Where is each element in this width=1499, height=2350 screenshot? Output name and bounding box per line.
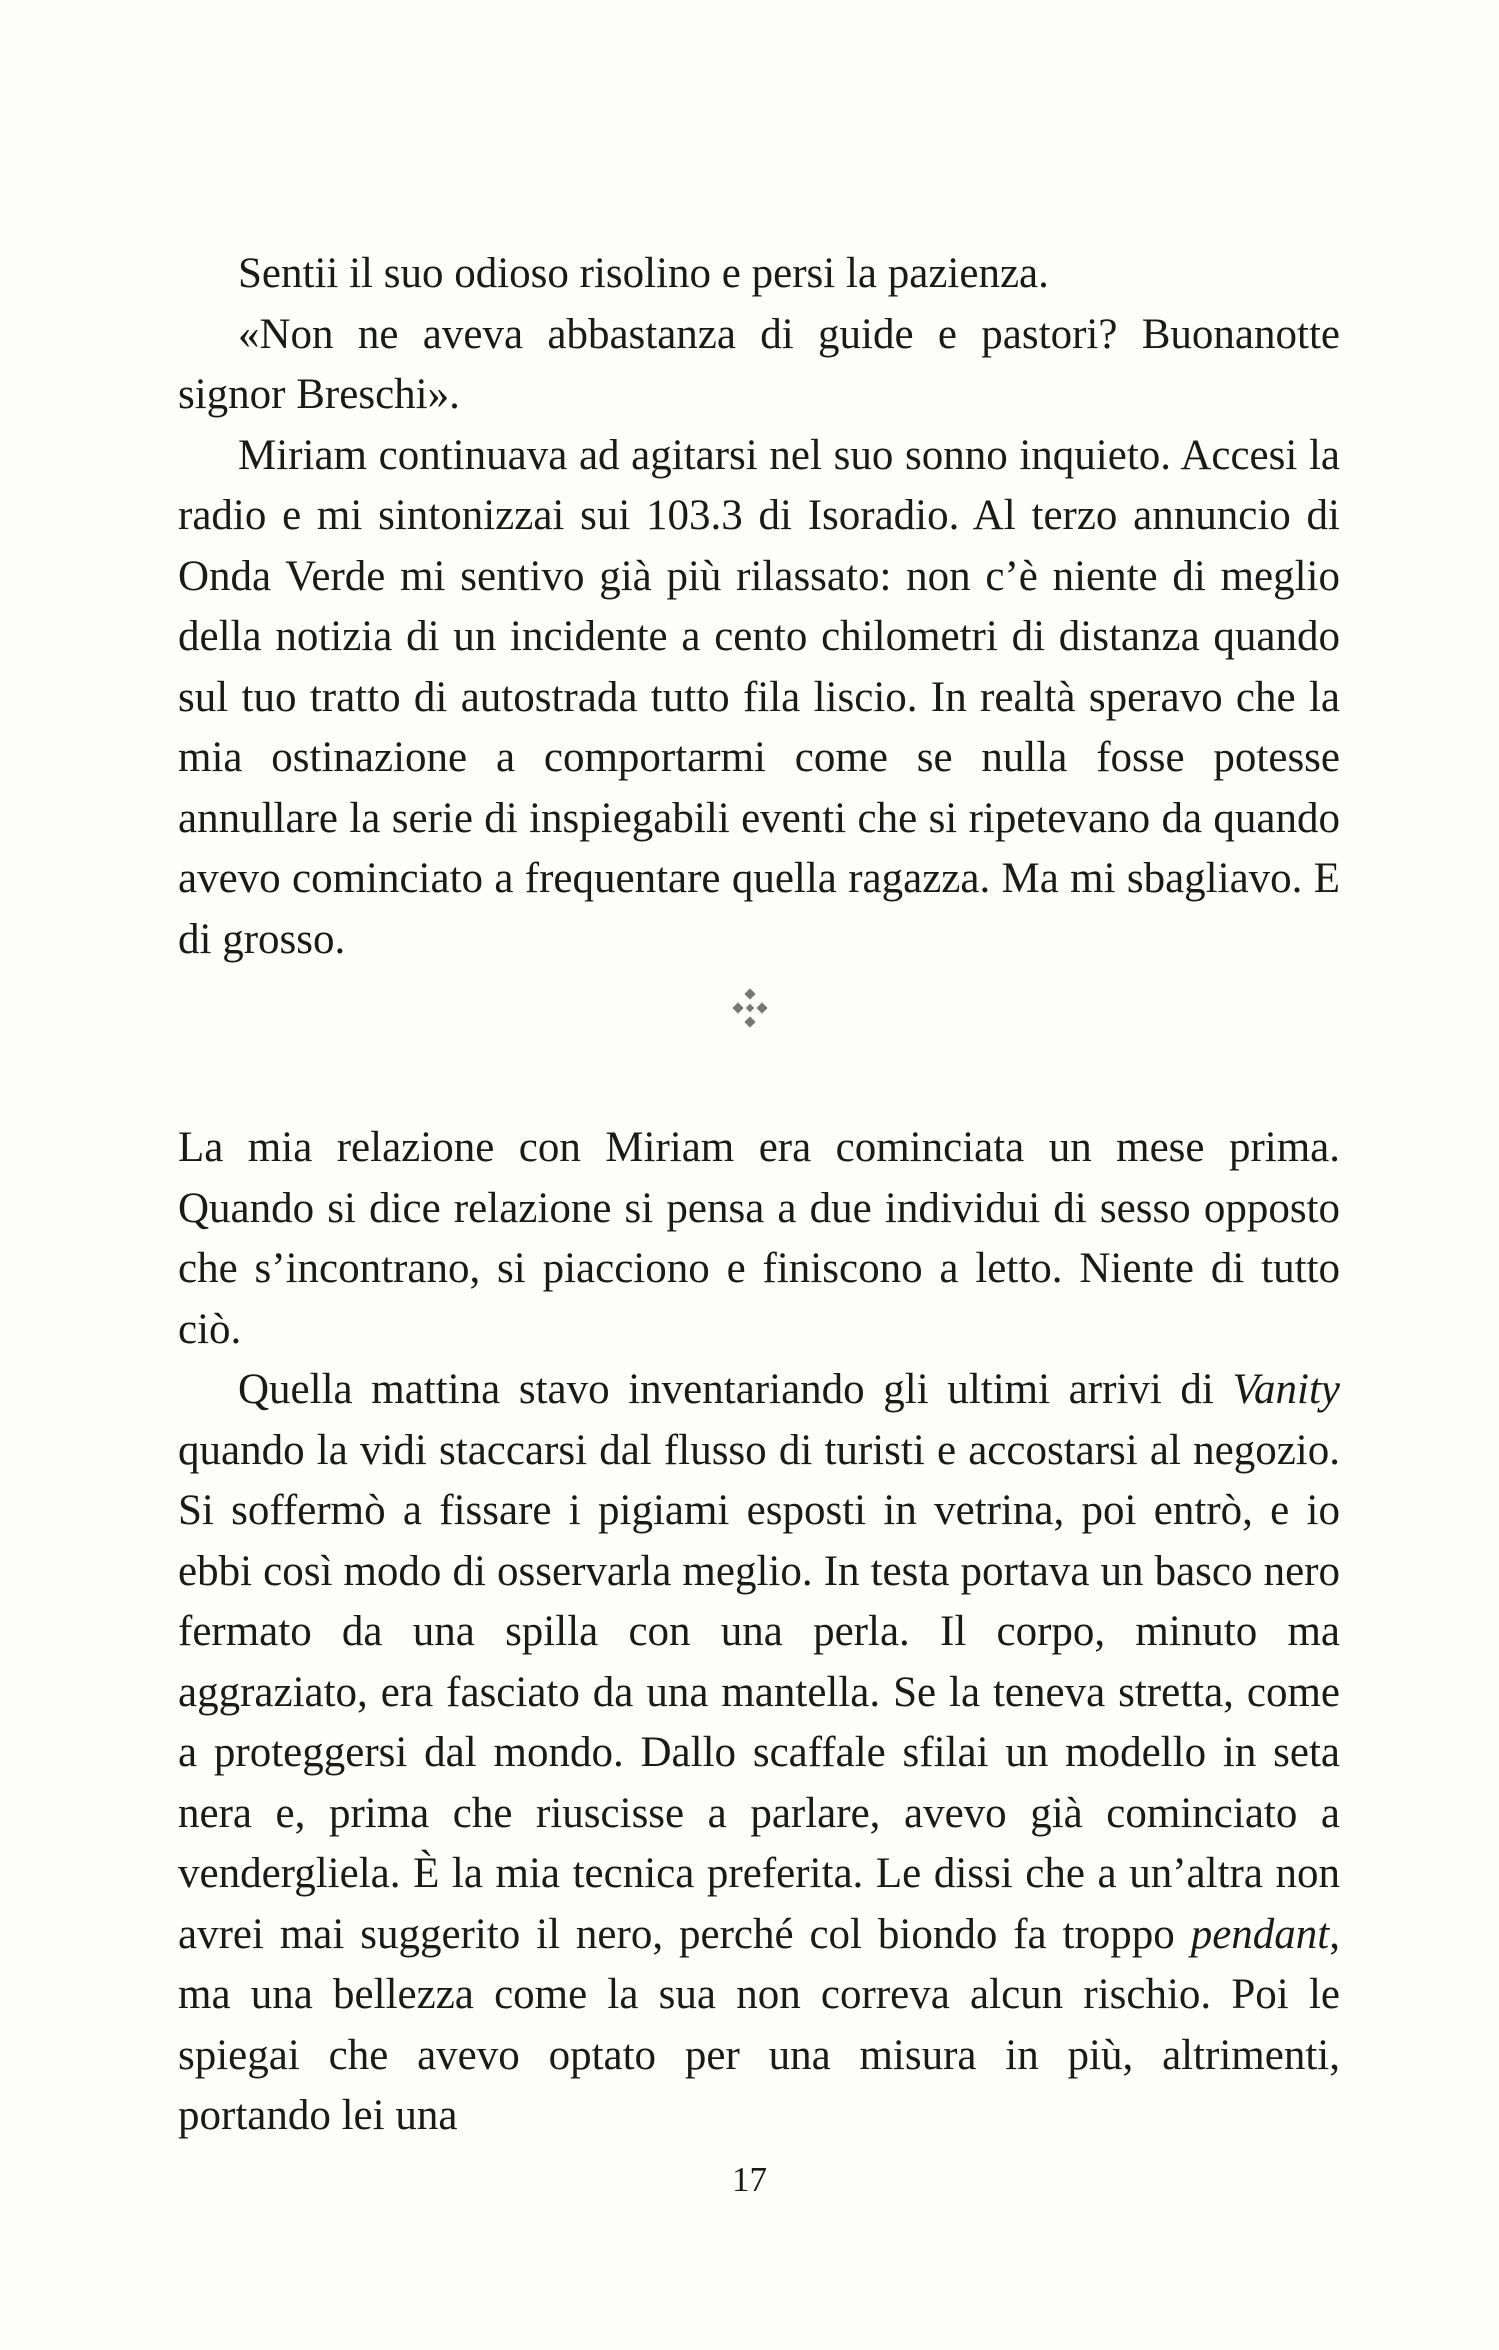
paragraph: Sentii il suo odioso risolino e persi la pazienza. (238, 250, 1049, 297)
paragraph: La mia relazione con Miriam era cominciata un mese prima. Quando si dice relazione si pensa a due individui di sesso opposto che s’incontrano, si piacciono e finiscono a letto. Niente di tutto ciò. (178, 1124, 1340, 1353)
text-run: Quella mattina stavo inventariando gli ultimi arrivi di (238, 1366, 1233, 1413)
text-run: , ma una bellezza come la sua non correva alcun rischio. Poi le spiegai che avevo optato per una misura in più, altrimenti, portando lei una (178, 1910, 1340, 2139)
text-run: quando la vidi staccarsi dal flusso di turisti e accostarsi al negozio. Si soffermò a fissare i pigiami esposti in vetrina, poi entrò, e io ebbi così modo di osservarla meglio. In testa portava un basco nero fermato da una spilla con una perla. Il corpo, minuto ma aggraziato, era fasciato da una mantella. Se la teneva stretta, come a proteggersi dal mondo. Dallo scaffale sfilai un modello in seta nera e, prima che riuscisse a parlare, avevo già cominciato a vendergliela. È la mia tecnica preferita. Le dissi che a un’altra non avrei mai suggerito il nero, perché col biondo fa troppo (178, 1426, 1340, 1958)
italic-word: pendant (1190, 1910, 1330, 1958)
paragraph: Miriam continuava ad agitarsi nel suo sonno inquieto. Accesi la radio e mi sintonizzai sui 103.3 di Isoradio. Al terzo annuncio di Onda Verde mi sentivo già più rilassato: non c’è niente di meglio della notizia di un incidente a cento chilometri di distanza quando sul tuo tratto di autostrada tutto fila liscio. In realtà speravo che la mia ostinazione a comportarmi come se nulla fosse potesse annullare la serie di inspiegabili eventi che si ripetevano da quando avevo cominciato a frequentare quella ragazza. Ma mi sbagliavo. E di grosso. (178, 431, 1340, 963)
text-section-2 (178, 1118, 1340, 2147)
paragraph: «Non ne aveva abbastanza di guide e pastori? Buonanotte signor Breschi». (178, 310, 1340, 418)
section-break-ornament-icon (730, 988, 770, 1042)
page-number: 17 (732, 2160, 767, 2199)
text-section-1 (178, 244, 1340, 970)
paragraph (178, 1360, 1340, 2147)
italic-title: Vanity (1232, 1366, 1340, 1413)
